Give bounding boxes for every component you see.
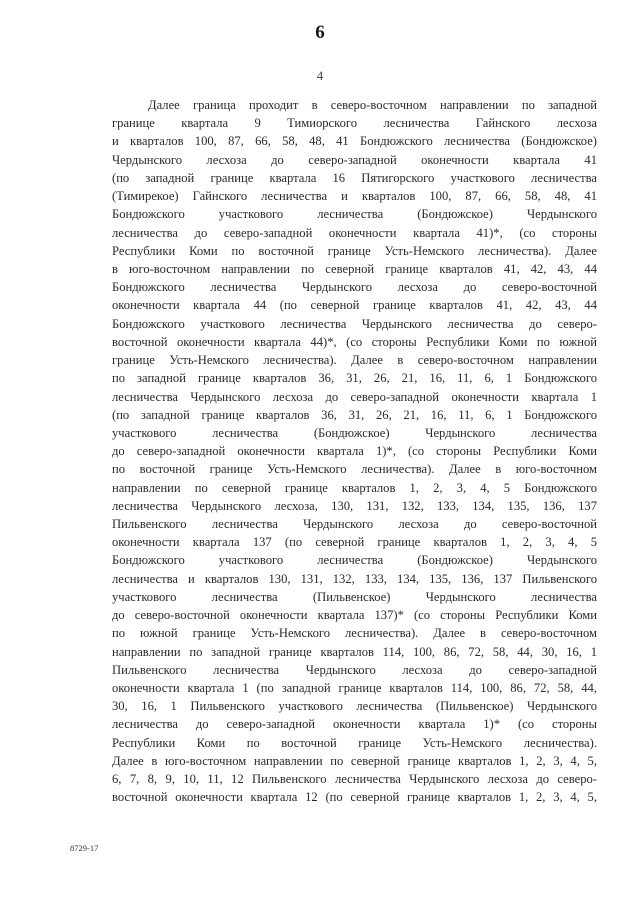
text-line: 6, 7, 8, 9, 10, 11, 12 Пильвенского лесничества Чердынского лесхоза до северо-: [112, 772, 597, 787]
text-line: лесничества Чердынского лесхоза до северо-западной оконечности квартала 1: [112, 389, 597, 404]
page-number: 6: [315, 22, 325, 43]
body-text: [112, 96, 597, 807]
text-line: до северо-восточной оконечности квартала 137)* (со стороны Республики Коми: [112, 608, 597, 623]
text-line: 30, 16, 1 Пильвенского участкового лесничества (Пильвенское) Чердынского: [112, 699, 597, 714]
text-line: Пильвенского лесничества Чердынского лесхоза до северо-западной: [112, 662, 597, 677]
text-line: границе Усть-Немского лесничества). Далее в северо-восточном направлении: [112, 353, 597, 368]
text-line: (по западной границе кварталов 36, 31, 26, 21, 16, 11, 6, 1 Бондюжского: [112, 407, 597, 422]
text-line: по западной границе кварталов 36, 31, 26, 21, 16, 11, 6, 1 Бондюжского: [112, 371, 597, 386]
text-line: Далее в юго-восточном направлении по северной границе кварталов 1, 2, 3, 4, 5,: [112, 753, 597, 768]
text-line: Пильвенского лесничества Чердынского лесхоза до северо-восточной: [112, 517, 597, 532]
text-line: направлении по западной границе кварталов 114, 100, 86, 72, 58, 44, 30, 16, 1: [112, 644, 597, 659]
text-line: и кварталов 100, 87, 66, 58, 48, 41 Бондюжского лесничества (Бондюжское): [112, 134, 597, 149]
text-line: по южной границе Усть-Немского лесничества). Далее в северо-восточном: [112, 626, 597, 641]
text-line: Бондюжского участкового лесничества (Бондюжское) Чердынского: [112, 207, 597, 222]
text-line: Бондюжского участкового лесничества (Бондюжское) Чердынского: [112, 553, 597, 568]
text-line: (Тимирекое) Гайнского лесничества и кварталов 100, 87, 66, 58, 48, 41: [112, 189, 597, 204]
text-line: Чердынского лесхоза до северо-западной оконечности квартала 41: [112, 152, 597, 167]
text-line: границе квартала 9 Тимиорского лесничества Гайнского лесхоза: [112, 116, 597, 131]
original-page-number: 4: [316, 68, 324, 83]
text-line: Бондюжского лесничества Чердынского лесхоза до северо-восточной: [112, 280, 597, 295]
text-line: (по западной границе квартала 16 Пятигорского участкового лесничества: [112, 170, 597, 185]
text-line: по восточной границе Усть-Немского лесничества). Далее в юго-восточном: [112, 462, 597, 477]
text-line: Далее граница проходит в северо-восточном направлении по западной: [148, 98, 597, 112]
text-line: оконечности квартала 44 (по северной границе кварталов 41, 42, 43, 44: [112, 298, 597, 313]
text-line: направлении по северной границе кварталов 1, 2, 3, 4, 5 Бондюжского: [112, 480, 597, 495]
text-line: лесничества и кварталов 130, 131, 132, 133, 134, 135, 136, 137 Пильвенского: [112, 571, 597, 586]
text-line: Республики Коми по восточной границе Усть-Немского лесничества).: [112, 735, 597, 750]
text-line: Бондюжского участкового лесничества Чердынского лесничества до северо-: [112, 316, 597, 331]
text-line: лесничества Чердынского лесхоза, 130, 131, 132, 133, 134, 135, 136, 137: [112, 498, 597, 513]
text-line: Республики Коми по восточной границе Усть-Немского лесничества). Далее: [112, 243, 597, 258]
text-line: восточной оконечности квартала 44)*, (со стороны Республики Коми по южной: [112, 334, 597, 349]
text-line: восточной оконечности квартала 12 (по северной границе кварталов 1, 2, 3, 4, 5,: [112, 790, 597, 805]
document-code: 8729-17: [70, 843, 99, 853]
text-line: участкового лесничества (Бондюжское) Чердынского лесничества: [112, 425, 597, 440]
text-line: до северо-западной оконечности квартала 1)*, (со стороны Республики Коми: [112, 444, 597, 459]
text-line: в юго-восточном направлении по северной границе кварталов 41, 42, 43, 44: [112, 261, 597, 276]
text-line: участкового лесничества (Пильвенское) Чердынского лесничества: [112, 589, 597, 604]
text-line: оконечности квартала 137 (по северной границе кварталов 1, 2, 3, 4, 5: [112, 535, 597, 550]
text-line: оконечности квартала 1 (по западной границе кварталов 114, 100, 86, 72, 58, 44,: [112, 681, 597, 695]
text-line: лесничества до северо-западной оконечности квартала 41)*, (со стороны: [112, 225, 597, 240]
text-line: лесничества до северо-западной оконечности квартала 1)* (со стороны: [112, 717, 597, 732]
